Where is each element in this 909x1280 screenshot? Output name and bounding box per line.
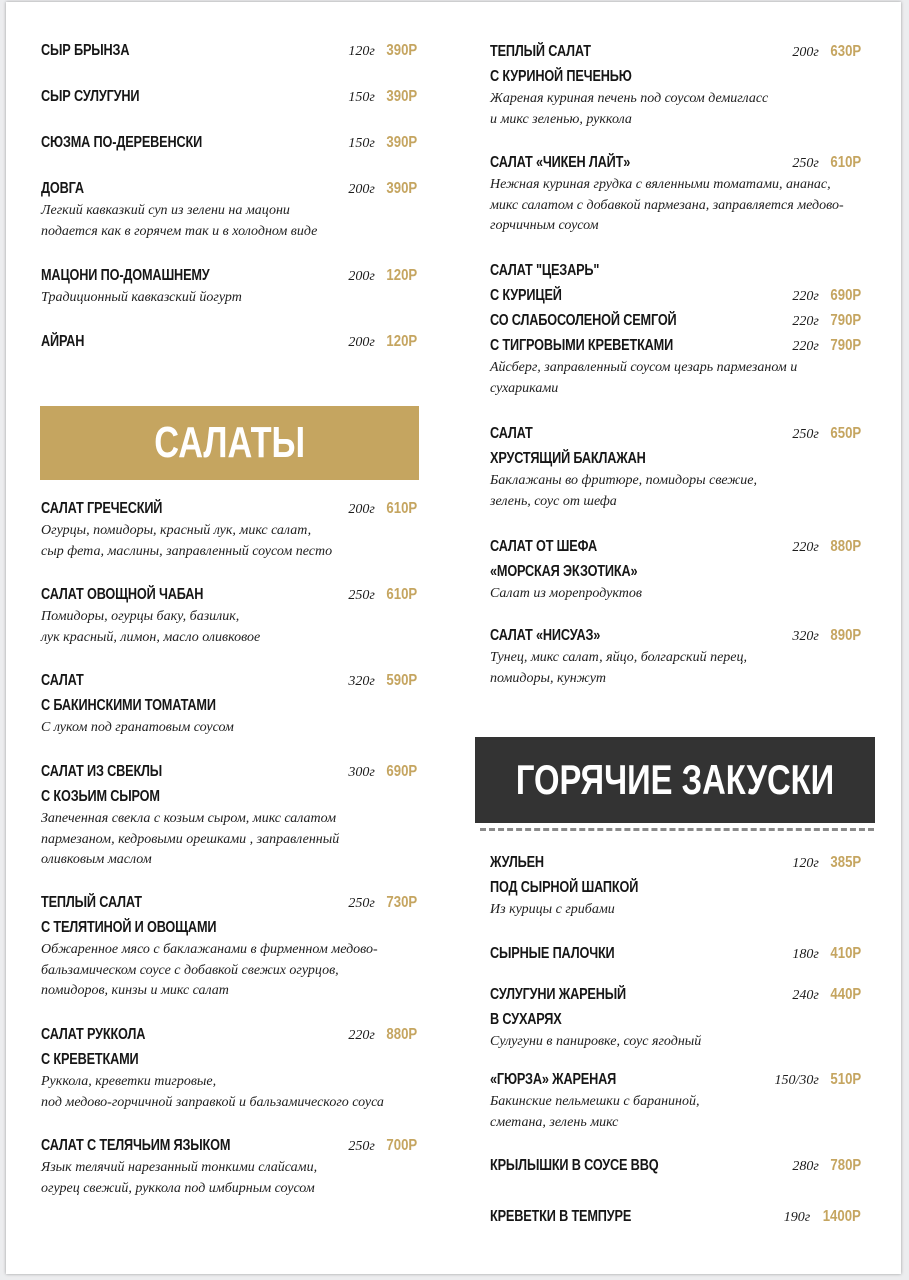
item-name: САЛАТ <box>490 425 533 442</box>
item-price-line <box>348 263 417 289</box>
item-description: бальзамическом соусе с добавкой свежих огурцов, <box>41 962 339 978</box>
menu-item <box>41 176 317 242</box>
item-weight: 180г <box>792 947 819 962</box>
item-weight: 150г <box>348 90 375 105</box>
item-weight: 250г <box>348 896 375 911</box>
item-weight: 120г <box>792 856 819 871</box>
item-price-line <box>348 130 417 156</box>
item-name: ТЕПЛЫЙ САЛАТ <box>41 894 142 911</box>
item-price: 610Р <box>830 154 861 171</box>
item-price-line <box>348 38 417 64</box>
item-name: КРЕВЕТКИ В ТЕМПУРЕ <box>490 1208 632 1225</box>
menu-item <box>490 982 701 1053</box>
caesar-price-chicken <box>792 283 861 309</box>
item-name: СУЛУГУНИ ЖАРЕНЫЙ <box>490 986 626 1003</box>
hot-appetizers-title: ГОРЯЧИЕ ЗАКУСКИ <box>515 756 835 803</box>
item-price-line <box>348 668 417 694</box>
item-weight: 300г <box>348 765 375 780</box>
item-name: ДОВГА <box>41 180 84 197</box>
item-name: С БАКИНСКИМИ ТОМАТАМИ <box>41 697 216 714</box>
menu-item <box>41 1133 317 1199</box>
item-price: 700Р <box>386 1137 417 1154</box>
hot-appetizers-divider <box>480 828 874 831</box>
item-price-line <box>792 1153 861 1179</box>
item-description: лук красный, лимон, масло оливковое <box>41 629 261 645</box>
menu-item <box>490 150 844 237</box>
item-name: ТЕПЛЫЙ САЛАТ <box>490 43 591 60</box>
menu-item <box>41 890 378 1002</box>
menu-item <box>490 39 768 130</box>
item-description: Салат из морепродуктов <box>490 586 642 601</box>
item-name: «МОРСКАЯ ЭКЗОТИКА» <box>490 563 638 580</box>
item-price: 690Р <box>830 287 861 304</box>
item-price-line <box>784 1204 861 1230</box>
item-description: Из курицы с грибами <box>490 902 615 917</box>
item-price: 120Р <box>386 267 417 284</box>
item-description: горчичным соусом <box>490 218 599 233</box>
menu-item <box>490 1067 699 1133</box>
item-weight: 200г <box>792 45 819 60</box>
item-weight: 220г <box>792 540 819 555</box>
item-weight: 190г <box>783 1210 811 1225</box>
item-price-line <box>348 329 417 355</box>
item-price-line <box>774 1067 861 1093</box>
item-name: МАЦОНИ ПО-ДОМАШНЕМУ <box>41 267 210 284</box>
item-description: сыр фета, маслины, заправленный соусом песто <box>41 543 333 559</box>
item-price-line <box>792 534 861 560</box>
item-description: Традиционный кавказский йогурт <box>41 290 242 305</box>
item-name: СЫР СУЛУГУНИ <box>41 88 140 105</box>
menu-item <box>490 941 642 966</box>
item-name: КРЫЛЫШКИ В СОУСЕ BBQ <box>490 1157 659 1174</box>
item-price: 790Р <box>830 337 861 354</box>
item-weight: 250г <box>348 588 375 603</box>
item-weight: 220г <box>348 1028 375 1043</box>
salads-banner <box>40 406 419 480</box>
menu-item <box>41 130 237 155</box>
item-description: Запеченная свекла с козьим сыром, микс салатом <box>41 811 337 826</box>
item-weight: 120г <box>348 44 375 59</box>
item-description: помидоры, кунжут <box>490 670 607 686</box>
salads-title: САЛАТЫ <box>154 418 305 467</box>
item-name: ПОД СЫРНОЙ ШАПКОЙ <box>490 879 639 896</box>
caesar-description-line: сухариками <box>490 380 559 396</box>
item-price-line <box>348 582 417 608</box>
item-description: Баклажаны во фритюре, помидоры свежие, <box>490 473 758 488</box>
item-price-line <box>348 1022 417 1048</box>
item-description: и микс зеленью, руккола <box>490 111 632 127</box>
item-name: СЫР БРЫНЗА <box>41 42 130 59</box>
caesar-variant-salmon: СО СЛАБОСОЛЕНОЙ СЕМГОЙ <box>490 312 677 329</box>
item-name: «ГЮРЗА» ЖАРЕНАЯ <box>490 1071 617 1088</box>
hot-appetizers-banner <box>475 737 875 823</box>
menu-item <box>41 496 332 562</box>
item-price-line <box>792 150 861 176</box>
item-description: Огурцы, помидоры, красный лук, микс салат, <box>41 523 312 538</box>
item-weight: 280г <box>792 1159 819 1174</box>
menu-item <box>41 759 339 871</box>
item-price-line <box>348 176 417 202</box>
item-weight: 220г <box>792 314 819 329</box>
menu-page <box>6 2 901 1274</box>
item-name: С КОЗЬИМ СЫРОМ <box>41 788 160 805</box>
item-description: оливковым маслом <box>41 852 152 867</box>
item-name: ХРУСТЯЩИЙ БАКЛАЖАН <box>490 450 646 467</box>
item-name: СЫРНЫЕ ПАЛОЧКИ <box>490 945 615 962</box>
caesar-variant-shrimp: С ТИГРОВЫМИ КРЕВЕТКАМИ <box>490 337 674 354</box>
item-price-line <box>348 890 417 916</box>
item-price-line <box>792 39 861 65</box>
item-price: 790Р <box>830 312 861 329</box>
item-name: САЛАТ ОТ ШЕФА <box>490 538 597 555</box>
item-description: сметана, зелень микс <box>490 1114 619 1130</box>
item-price: 120Р <box>386 333 417 350</box>
menu-item <box>41 263 247 309</box>
item-description: Бакинские пельмешки с бараниной, <box>490 1094 700 1109</box>
caesar-description-line: Айсберг, заправленный соусом цезарь пармезаном и <box>490 360 798 375</box>
item-weight: 320г <box>792 629 819 644</box>
item-price: 630Р <box>830 43 861 60</box>
item-description: подается как в горячем так и в холодном виде <box>41 223 318 239</box>
item-description: помидоров, кинзы и микс салат <box>41 983 229 998</box>
menu-item <box>41 668 254 739</box>
item-weight: 250г <box>348 1139 375 1154</box>
item-price: 610Р <box>386 586 417 603</box>
item-price: 890Р <box>830 627 861 644</box>
item-description: зелень, соус от шефа <box>490 493 617 509</box>
item-weight: 200г <box>348 182 375 197</box>
item-name: САЛАТ РУККОЛА <box>41 1026 146 1043</box>
item-price: 390Р <box>386 88 417 105</box>
item-name: С КРЕВЕТКАМИ <box>41 1051 139 1068</box>
item-price: 610Р <box>386 500 417 517</box>
item-price: 390Р <box>386 180 417 197</box>
item-name: СЮЗМА ПО-ДЕРЕВЕНСКИ <box>41 134 203 151</box>
item-name: С ТЕЛЯТИНОЙ И ОВОЩАМИ <box>41 919 217 936</box>
menu-item <box>41 84 161 109</box>
item-weight: 320г <box>348 674 375 689</box>
item-weight: 220г <box>792 289 819 304</box>
menu-item <box>490 850 671 921</box>
item-description: Язык телячий нарезанный тонкими слайсами, <box>41 1160 318 1175</box>
item-price-line <box>792 850 861 876</box>
item-price: 410Р <box>830 945 861 962</box>
menu-item <box>490 421 757 512</box>
item-weight: 200г <box>348 269 375 284</box>
item-price: 590Р <box>386 672 417 689</box>
item-name: САЛАТ ОВОЩНОЙ ЧАБАН <box>41 586 204 603</box>
item-weight: 220г <box>792 339 819 354</box>
item-price: 385Р <box>830 854 861 871</box>
menu-item <box>490 1153 695 1178</box>
item-description: пармезаном, кедровыми орешками , заправленный <box>41 831 340 847</box>
item-description: Легкий кавказкий суп из зелени на мацони <box>41 203 290 218</box>
item-name: САЛАТ «НИСУАЗ» <box>490 627 601 644</box>
item-weight: 250г <box>792 156 819 171</box>
item-description: Нежная куриная грудка с вяленными томатами, ананас, <box>490 177 831 192</box>
item-price-line <box>348 496 417 522</box>
item-name: АЙРАН <box>41 333 85 350</box>
item-price-line <box>348 84 417 110</box>
item-name: В СУХАРЯХ <box>490 1011 562 1028</box>
item-description: Руккола, креветки тигровые, <box>41 1074 217 1089</box>
item-price: 390Р <box>386 42 417 59</box>
item-price-line <box>792 623 861 649</box>
item-description: Обжаренное мясо с баклажанами в фирменном медово- <box>41 942 378 957</box>
item-name: САЛАТ «ЧИКЕН ЛАЙТ» <box>490 154 631 171</box>
item-name: САЛАТ ГРЕЧЕСКИЙ <box>41 500 163 517</box>
item-description: Сулугуни в панировке, соус ягодный <box>490 1034 702 1049</box>
item-description: микс салатом с добавкой пармезана, заправляется медово- <box>490 197 844 213</box>
caesar-price-shrimp <box>792 333 861 359</box>
item-price: 650Р <box>830 425 861 442</box>
item-weight: 150г <box>348 136 375 151</box>
item-name: ЖУЛЬЕН <box>490 854 544 871</box>
item-price: 440Р <box>830 986 861 1003</box>
item-name: САЛАТ С ТЕЛЯЧЬИМ ЯЗЫКОМ <box>41 1137 231 1154</box>
item-weight: 250г <box>792 427 819 442</box>
item-description: Тунец, микс салат, яйцо, болгарский перец, <box>490 650 748 665</box>
caesar-price-salmon <box>792 308 861 334</box>
item-name: САЛАТ <box>41 672 84 689</box>
menu-item <box>490 1204 662 1229</box>
item-price: 690Р <box>386 763 417 780</box>
item-description: Помидоры, огурцы баку, базилик, <box>41 609 240 624</box>
menu-item <box>41 582 260 648</box>
item-price-line <box>348 1133 417 1159</box>
item-weight: 200г <box>348 502 375 517</box>
item-description: огурец свежий, руккола под имбирным соусом <box>41 1180 315 1196</box>
item-price-line <box>348 759 417 785</box>
item-name: С КУРИНОЙ ПЕЧЕНЬЮ <box>490 68 632 85</box>
item-price-line <box>792 941 861 967</box>
item-price: 510Р <box>830 1071 861 1088</box>
item-weight: 200г <box>348 335 375 350</box>
item-weight: 150/30г <box>774 1073 819 1088</box>
item-price: 880Р <box>830 538 861 555</box>
item-description: под медово-горчичной заправкой и бальзамического соуса <box>41 1094 384 1110</box>
item-name: САЛАТ ИЗ СВЕКЛЫ <box>41 763 163 780</box>
caesar-variant-chicken: С КУРИЦЕЙ <box>490 287 562 304</box>
menu-item <box>490 534 670 605</box>
item-price-line <box>792 982 861 1008</box>
item-description: Жареная куриная печень под соусом демигласс <box>490 91 769 106</box>
item-price-line <box>792 421 861 447</box>
menu-item <box>41 329 94 354</box>
item-weight: 240г <box>792 988 819 1003</box>
item-price: 880Р <box>386 1026 417 1043</box>
item-price: 730Р <box>386 894 417 911</box>
caesar-title: САЛАТ "ЦЕЗАРЬ" <box>490 262 600 279</box>
item-description: С луком под гранатовым соусом <box>41 720 234 735</box>
menu-item <box>490 623 747 689</box>
menu-item <box>41 38 149 63</box>
item-price: 390Р <box>386 134 417 151</box>
menu-item <box>41 1022 384 1113</box>
item-price: 780Р <box>830 1157 861 1174</box>
caesar-salad <box>490 258 797 399</box>
item-price: 1400Р <box>822 1208 861 1225</box>
